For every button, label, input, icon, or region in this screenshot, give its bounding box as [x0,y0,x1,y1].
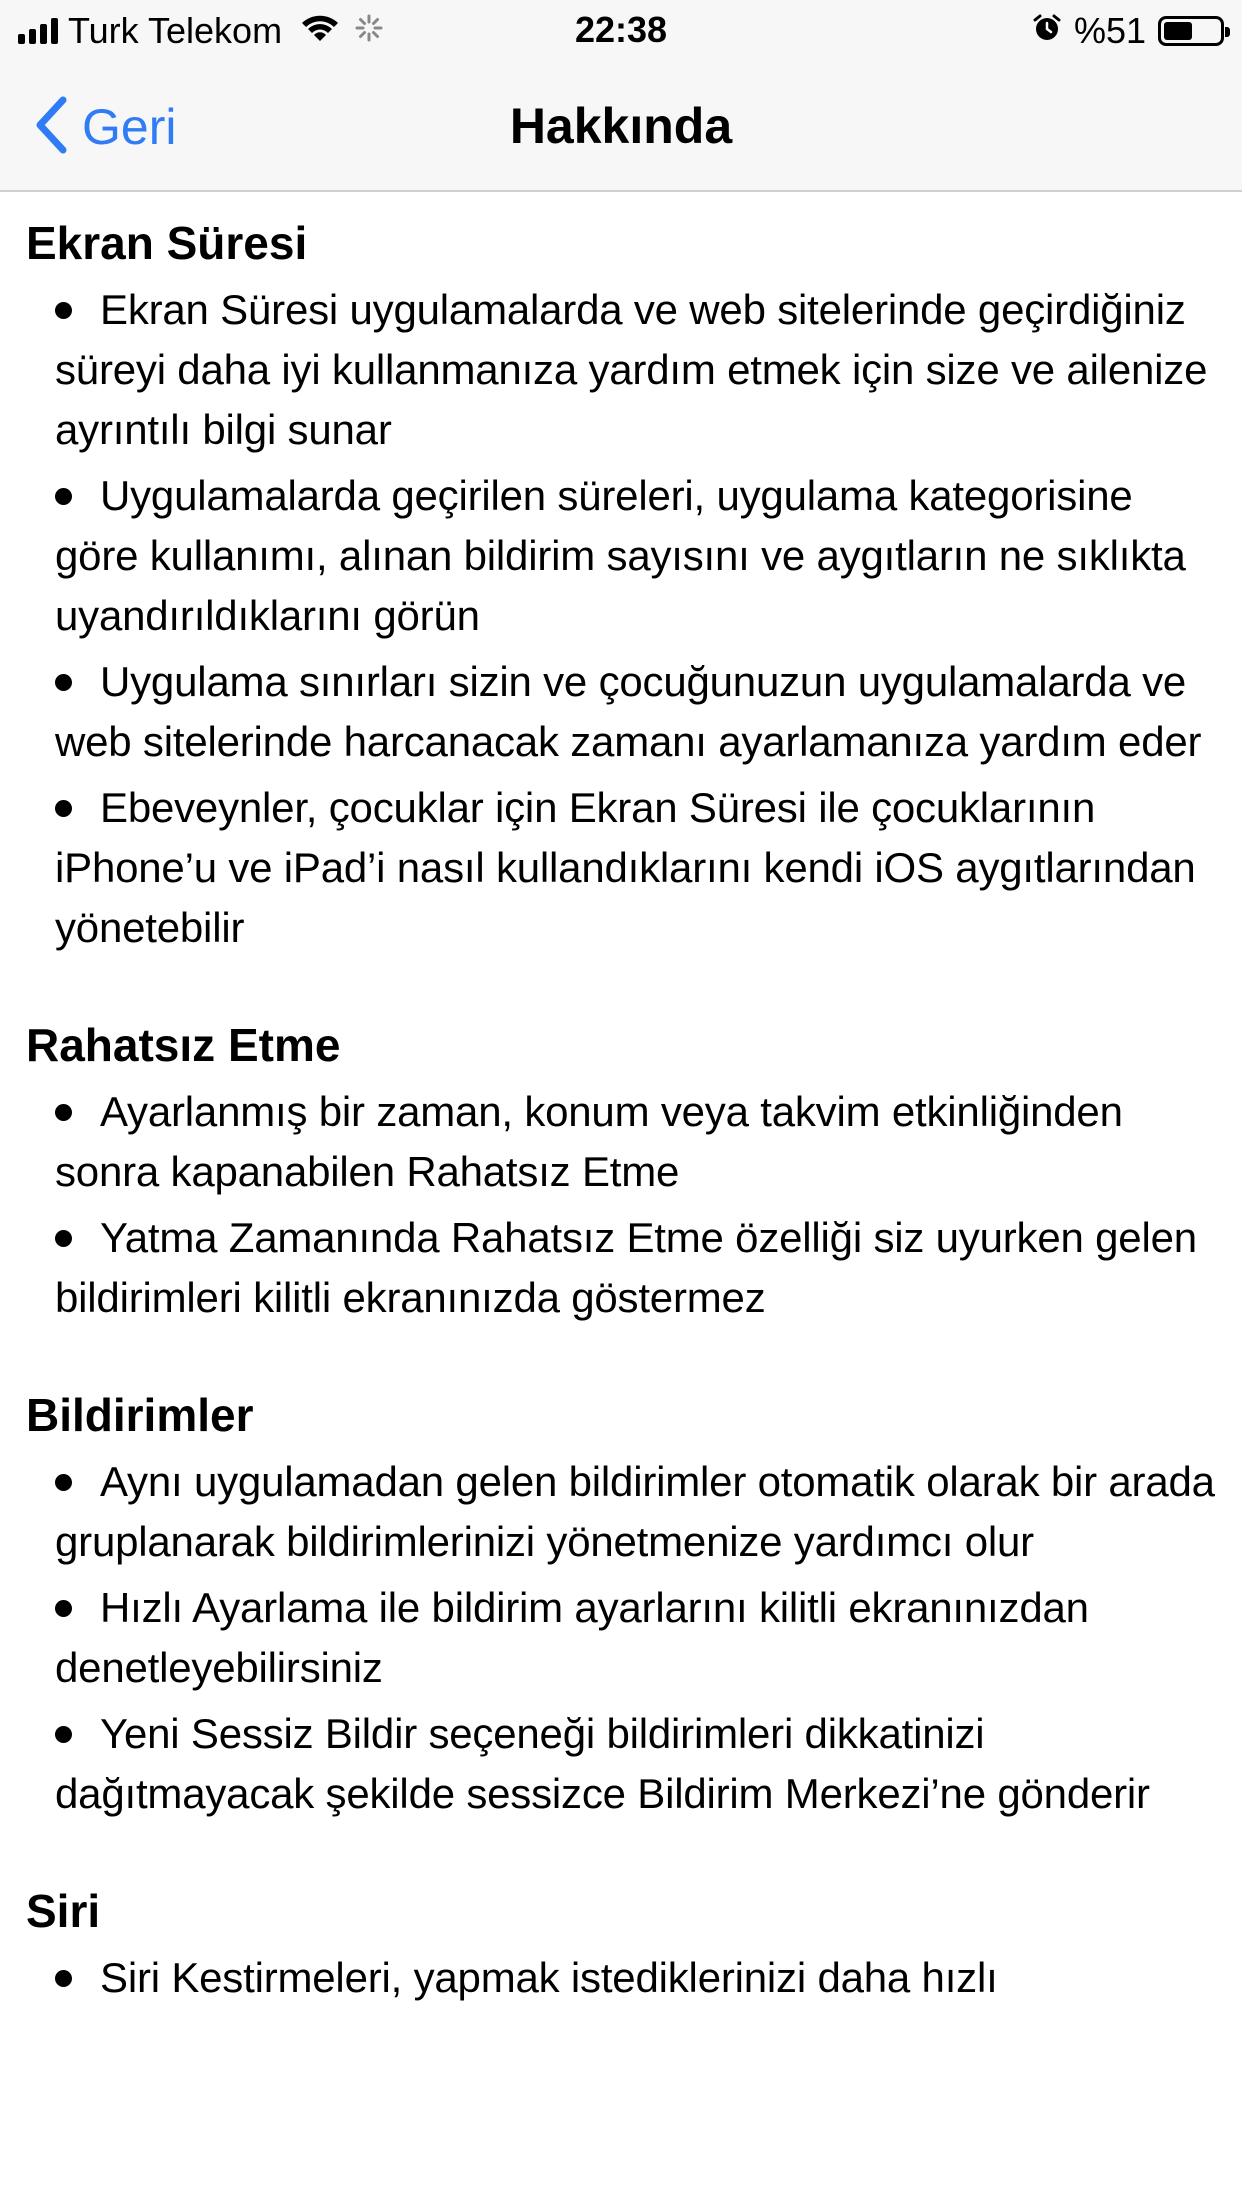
bullet-list [26,1948,1224,2008]
list-item [55,1704,1224,1824]
bullet-icon [55,488,72,505]
bullet-icon [55,1970,72,1987]
list-item [55,1208,1224,1328]
list-item [55,1948,1224,2008]
list-item [55,1452,1224,1572]
battery-icon [1158,16,1224,46]
bullet-list [26,1082,1224,1328]
section-title: Rahatsız Etme [26,1019,341,1071]
section-siri [0,1882,1242,2008]
list-item-text: Uygulama sınırları sizin ve çocuğunuzun uygulamalarda ve web sitelerinde harcanacak zamanı ayarlamanıza yardım eder [55,658,1202,765]
list-item [55,652,1224,772]
battery-percent: %51 [1073,10,1146,51]
section-rahatsiz-etme [0,1016,1242,1328]
bullet-icon [55,674,72,691]
section-title: Ekran Süresi [26,217,308,269]
status-right [1032,10,1224,52]
bullet-icon [55,800,72,817]
list-item [55,1082,1224,1202]
list-item-text: Ekran Süresi uygulamalarda ve web sitelerinde geçirdiğiniz süreyi daha iyi kullanmanıza yardım etmek için size ve ailenize ayrıntılı bilgi sunar [55,286,1208,453]
page-title: Hakkında [509,98,733,154]
bullet-list [26,280,1224,958]
navigation-bar [0,62,1242,192]
bullet-icon [55,1600,72,1617]
status-time: 22:38 [574,9,668,50]
bullet-list [26,1452,1224,1824]
list-item-text: Uygulamalarda geçirilen süreleri, uygulama kategorisine göre kullanımı, alınan bildirim sayısını ve aygıtların ne sıklıkta uyandırıldıklarını görün [55,472,1186,639]
list-item-text: Ayarlanmış bir zaman, konum veya takvim etkinliğinden sonra kapanabilen Rahatsız Etme [55,1088,1123,1195]
status-bar [0,0,1242,62]
back-label: Geri [82,99,177,155]
release-notes-content [0,192,1242,2014]
list-item-text: Yeni Sessiz Bildir seçeneği bildirimleri dikkatinizi dağıtmayacak şekilde sessizce Bildirim Merkezi’ne gönderir [55,1710,1150,1817]
list-item [55,466,1224,646]
list-item-text: Hızlı Ayarlama ile bildirim ayarlarını kilitli ekranınızdan denetleyebilirsiniz [55,1584,1089,1691]
list-item-text: Ebeveynler, çocuklar için Ekran Süresi ile çocuklarının iPhone’u ve iPad’i nasıl kullandıklarını kendi iOS aygıtlarından yönetebilir [55,784,1196,951]
carrier-name: Turk Telekom [68,10,283,51]
list-item-text: Aynı uygulamadan gelen bildirimler otomatik olarak bir arada gruplanarak bildirimlerinizi yönetmenize yardımcı olur [55,1458,1215,1565]
bullet-icon [55,1474,72,1491]
list-item [55,778,1224,958]
list-item [55,280,1224,460]
section-title: Bildirimler [26,1389,254,1441]
section-ekran-suresi [0,214,1242,958]
section-bildirimler [0,1386,1242,1824]
list-item-text: Yatma Zamanında Rahatsız Etme özelliği siz uyurken gelen bildirimleri kilitli ekranınızda göstermez [55,1214,1197,1321]
alarm-icon [1032,10,1062,52]
bullet-icon [55,302,72,319]
list-item-text: Siri Kestirmeleri, yapmak istediklerinizi daha hızlı [100,1954,998,2001]
list-item [55,1578,1224,1698]
bullet-icon [55,1230,72,1247]
section-title: Siri [26,1885,101,1937]
bullet-icon [55,1726,72,1743]
bullet-icon [55,1104,72,1121]
